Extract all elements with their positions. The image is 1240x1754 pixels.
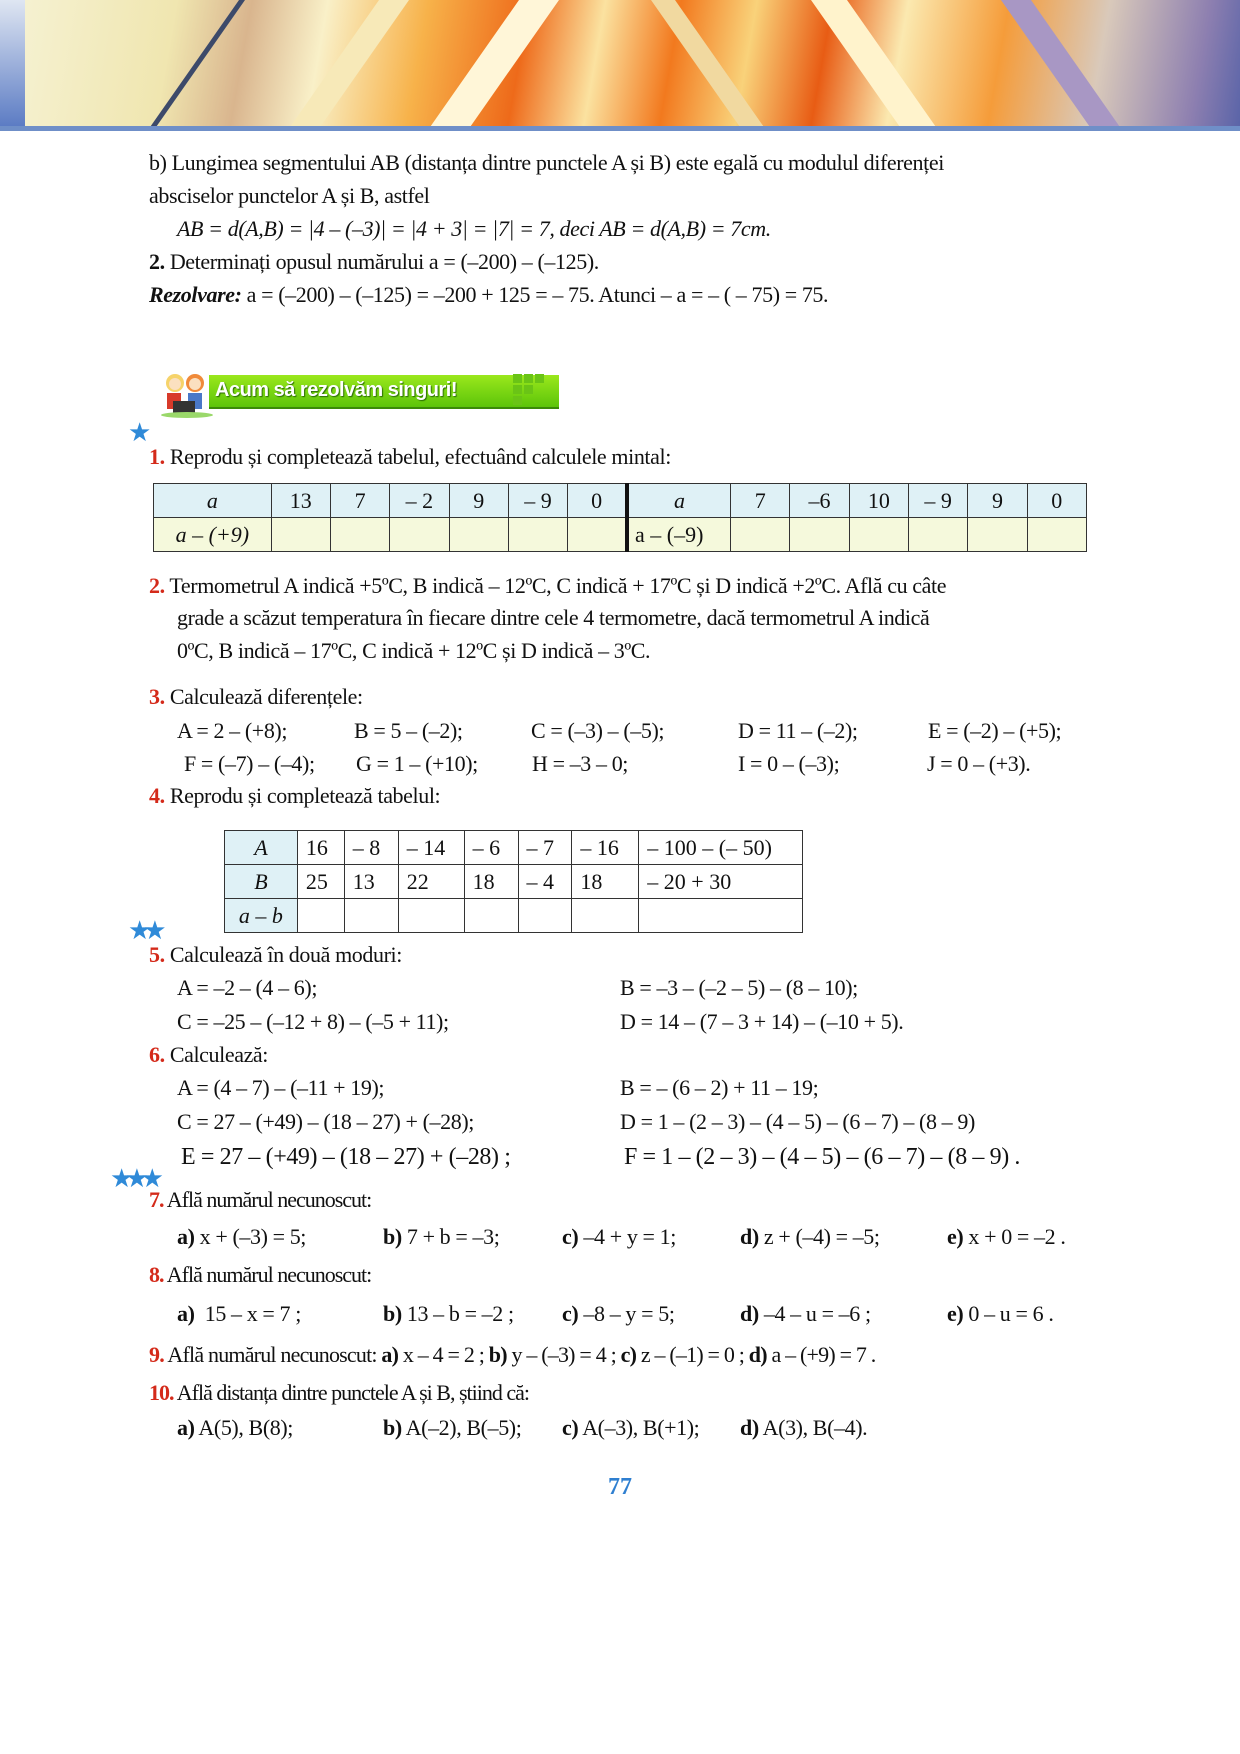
table-row-label: A xyxy=(225,831,298,865)
header-image xyxy=(0,0,1240,126)
table-cell xyxy=(398,899,464,933)
table-cell: – 100 – (– 50) xyxy=(639,831,803,865)
exercise-3-item: G = 1 – (+10); xyxy=(356,751,478,776)
table-cell: 13 xyxy=(271,484,330,518)
exercise-5 xyxy=(149,942,402,968)
exercise-7-item: a) x + (–3) = 5; xyxy=(177,1224,307,1249)
table-cell xyxy=(568,518,627,552)
exercise-7-number: 7. xyxy=(149,1187,164,1212)
exercise-3-item: E = (–2) – (+5); xyxy=(928,718,1062,743)
exercise-3-item: J = 0 – (+3). xyxy=(927,751,1031,776)
exercise-7-item: e) x + 0 = –2 . xyxy=(947,1224,1066,1249)
exercise-4 xyxy=(149,783,440,809)
exercise-7 xyxy=(149,1187,371,1213)
table-cell xyxy=(968,518,1027,552)
exercise-6-item: F = 1 – (2 – 3) – (4 – 5) – (6 – 7) – (8 – 9) . xyxy=(624,1144,1021,1170)
table-row xyxy=(225,865,803,899)
table-cell: 7 xyxy=(330,484,389,518)
exercise-3-item: B = 5 – (–2); xyxy=(354,718,463,743)
exercise-9: 9. Află numărul necunoscut: a) x – 4 = 2 ; b) y – (–3) = 4 ; c) z – (–1) = 0 ; d) a – (+9) = 7 . xyxy=(149,1342,876,1367)
table-row-label: a – b xyxy=(225,899,298,933)
table-cell xyxy=(518,899,572,933)
exercise-10-number: 10. xyxy=(149,1380,174,1405)
exercise-5-item: A = –2 – (4 – 6); xyxy=(177,975,318,1000)
table-cell: 13 xyxy=(344,865,398,899)
exercise-5-item: B = –3 – (–2 – 5) – (8 – 10); xyxy=(620,975,858,1000)
table-header-cell: a xyxy=(154,484,272,518)
table-cell: 18 xyxy=(572,865,639,899)
table-row xyxy=(154,484,1087,518)
exercise-6-text: Calculează: xyxy=(169,1042,269,1067)
exercise-2 xyxy=(149,573,946,599)
table-cell: 7 xyxy=(731,484,790,518)
table-cell: 16 xyxy=(297,831,344,865)
exercise-10-item: d) A(3), B(–4). xyxy=(740,1415,868,1440)
exercise-7-text: Află numărul necunoscut: xyxy=(166,1187,372,1212)
header-divider xyxy=(0,126,1240,131)
table-cell xyxy=(330,518,389,552)
exercise-8-text: Află numărul necunoscut: xyxy=(166,1262,372,1287)
table-cell: 10 xyxy=(849,484,908,518)
exercise-6-number: 6. xyxy=(149,1042,165,1067)
exercise-10-item: b) A(–2), B(–5); xyxy=(383,1415,522,1440)
exercise-8-item: e) 0 – u = 6 . xyxy=(947,1301,1054,1326)
table-row xyxy=(225,899,803,933)
exercise-8-item: d) –4 – u = –6 ; xyxy=(740,1301,871,1326)
exercise-3-item: F = (–7) – (–4); xyxy=(184,751,315,776)
table-cell: – 14 xyxy=(398,831,464,865)
example-2-text: Determinați opusul numărului a = (–200) – (–125). xyxy=(169,249,599,274)
table-cell xyxy=(731,518,790,552)
exercise-4-table xyxy=(224,830,803,933)
table-cell xyxy=(508,518,567,552)
exercise-6-item: A = (4 – 7) – (–11 + 19); xyxy=(177,1075,385,1100)
table-row-label: a – (–9) xyxy=(627,518,731,552)
table-cell xyxy=(572,899,639,933)
table-cell: 9 xyxy=(968,484,1027,518)
difficulty-3-stars-icon: ★★★ xyxy=(110,1164,156,1193)
example-2 xyxy=(149,249,599,275)
exercise-5-item: C = –25 – (–12 + 8) – (–5 + 11); xyxy=(177,1009,449,1034)
exercise-1-number: 1. xyxy=(149,444,165,469)
exercise-3-text: Calculează diferențele: xyxy=(169,684,363,709)
table-cell xyxy=(790,518,849,552)
exercise-2-number: 2. xyxy=(149,573,165,598)
table-cell: 0 xyxy=(1027,484,1086,518)
difficulty-2-stars-icon: ★★ xyxy=(128,916,159,945)
table-cell: –6 xyxy=(790,484,849,518)
exercise-1 xyxy=(149,444,671,470)
table-cell xyxy=(1027,518,1086,552)
exercise-3-number: 3. xyxy=(149,684,165,709)
children-icon xyxy=(157,369,217,419)
exercise-10-text: Află distanța dintre punctele A și B, știind că: xyxy=(176,1380,529,1405)
table-header-cell: a xyxy=(627,484,731,518)
table-cell: 0 xyxy=(568,484,627,518)
exercise-10-item: c) A(–3), B(+1); xyxy=(562,1415,700,1440)
exercise-7-item: b) 7 + b = –3; xyxy=(383,1224,500,1249)
intro-b-line2: absciselor punctelor A și B, astfel xyxy=(149,183,430,208)
table-cell: – 16 xyxy=(572,831,639,865)
exercise-6-item: E = 27 – (+49) – (18 – 27) + (–28) ; xyxy=(181,1144,511,1170)
exercise-3 xyxy=(149,684,363,710)
exercise-3-item: I = 0 – (–3); xyxy=(738,751,840,776)
solution xyxy=(149,282,828,308)
exercise-7-item: c) –4 + y = 1; xyxy=(562,1224,676,1249)
exercise-2-line3: 0ºC, B indică – 17ºC, C indică + 12ºC și D indică – 3ºC. xyxy=(177,638,651,663)
table-row xyxy=(225,831,803,865)
exercise-6-item: B = – (6 – 2) + 11 – 19; xyxy=(620,1075,819,1100)
table-cell xyxy=(908,518,967,552)
solution-label: Rezolvare: xyxy=(149,282,242,307)
table-cell: – 20 + 30 xyxy=(639,865,803,899)
exercise-2-line1: Termometrul A indică +5ºC, B indică – 12ºC, C indică + 17ºC și D indică +2ºC. Află cu câte xyxy=(169,573,947,598)
exercise-3-item: C = (–3) – (–5); xyxy=(531,718,665,743)
intro-b-line1: b) Lungimea segmentului AB (distanța dintre punctele A și B) este egală cu modulul diferenței xyxy=(149,150,944,175)
table-cell: – 9 xyxy=(508,484,567,518)
table-cell: 18 xyxy=(464,865,518,899)
table-cell: – 7 xyxy=(518,831,572,865)
exercise-8-item: a) 15 – x = 7 ; xyxy=(177,1301,301,1326)
exercise-6-item: D = 1 – (2 – 3) – (4 – 5) – (6 – 7) – (8 – 9) xyxy=(620,1109,975,1134)
table-cell xyxy=(271,518,330,552)
exercise-4-number: 4. xyxy=(149,783,165,808)
section-banner xyxy=(157,369,549,419)
exercise-8 xyxy=(149,1262,371,1288)
table-cell xyxy=(464,899,518,933)
exercise-6 xyxy=(149,1042,268,1068)
exercise-6-item: C = 27 – (+49) – (18 – 27) + (–28); xyxy=(177,1109,474,1134)
exercise-8-item: b) 13 – b = –2 ; xyxy=(383,1301,514,1326)
exercise-10 xyxy=(149,1380,529,1406)
table-cell xyxy=(849,518,908,552)
table-cell: – 9 xyxy=(908,484,967,518)
exercise-5-number: 5. xyxy=(149,942,165,967)
table-cell xyxy=(390,518,449,552)
exercise-7-item: d) z + (–4) = –5; xyxy=(740,1224,880,1249)
exercise-8-number: 8. xyxy=(149,1262,164,1287)
example-2-number: 2. xyxy=(149,249,165,274)
table-cell xyxy=(297,899,344,933)
table-cell xyxy=(639,899,803,933)
exercise-1-table xyxy=(153,483,1087,552)
exercise-2-line2: grade a scăzut temperatura în fiecare dintre cele 4 termometre, dacă termometrul A indică xyxy=(177,605,930,630)
difficulty-1-star-icon: ★ xyxy=(128,418,144,447)
table-row-label: a – (+9) xyxy=(154,518,272,552)
table-cell: – 4 xyxy=(518,865,572,899)
exercise-9-text: Află numărul necunoscut: xyxy=(167,1342,377,1367)
table-row-label: B xyxy=(225,865,298,899)
exercise-8-item: c) –8 – y = 5; xyxy=(562,1301,675,1326)
exercise-10-item: a) A(5), B(8); xyxy=(177,1415,294,1440)
solution-text: a = (–200) – (–125) = –200 + 125 = – 75. Atunci – a = – ( – 75) = 75. xyxy=(246,282,829,307)
exercise-3-item: H = –3 – 0; xyxy=(532,751,629,776)
table-row xyxy=(154,518,1087,552)
exercise-9-number: 9. xyxy=(149,1342,164,1367)
exercise-1-text: Reprodu și completează tabelul, efectuând calculele mintal: xyxy=(169,444,671,469)
exercise-3-item: A = 2 – (+8); xyxy=(177,718,288,743)
intro-b-line3: AB = d(A,B) = |4 – (–3)| = |4 + 3| = |7| = 7, deci AB = d(A,B) = 7cm. xyxy=(177,216,771,241)
table-cell: 9 xyxy=(449,484,508,518)
table-cell: – 8 xyxy=(344,831,398,865)
banner-label: Acum să rezolvăm singuri! xyxy=(215,379,458,401)
table-cell: 25 xyxy=(297,865,344,899)
page-number: 77 xyxy=(608,1474,632,1500)
exercise-4-text: Reprodu și completează tabelul: xyxy=(169,783,441,808)
table-cell xyxy=(449,518,508,552)
exercise-5-text: Calculează în două moduri: xyxy=(169,942,402,967)
exercise-5-item: D = 14 – (7 – 3 + 14) – (–10 + 5). xyxy=(620,1009,904,1034)
exercise-3-item: D = 11 – (–2); xyxy=(738,718,858,743)
table-cell: 22 xyxy=(398,865,464,899)
table-cell xyxy=(344,899,398,933)
table-cell: – 6 xyxy=(464,831,518,865)
table-cell: – 2 xyxy=(390,484,449,518)
